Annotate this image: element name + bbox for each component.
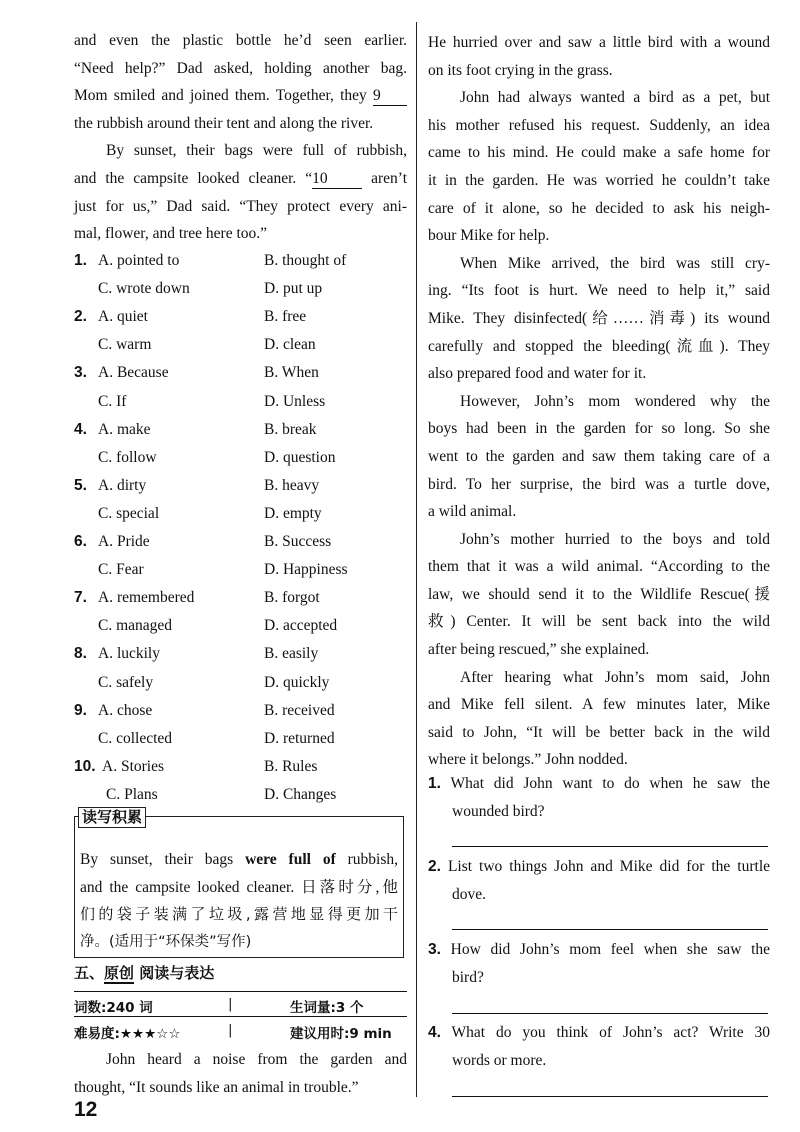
option-num-4: 4. xyxy=(74,420,87,438)
option-2-a[interactable]: A. quiet xyxy=(98,308,148,326)
question-line: 4. What do you think of John’s act? Write 30 xyxy=(428,1024,770,1041)
passage-line: the rubbish around their tent and along the river. xyxy=(74,114,374,132)
meta-separator: | xyxy=(228,996,233,1012)
suggested-time: 建议用时:9 min xyxy=(290,1026,392,1042)
option-8-b[interactable]: B. easily xyxy=(264,645,319,663)
option-num-8: 8. xyxy=(74,645,87,663)
passage-line: after being rescued,” she explained. xyxy=(428,641,650,659)
option-9-a[interactable]: A. chose xyxy=(98,701,153,719)
passage-line: came to his mind. He could make a safe home for xyxy=(428,144,770,162)
accumulation-line: 们的袋子装满了垃圾,露营地显得更加干 xyxy=(80,905,398,924)
option-8-d[interactable]: D. quickly xyxy=(264,673,330,691)
passage-line: thought, “It sounds like an animal in trouble.” xyxy=(74,1078,359,1096)
option-3-b[interactable]: B. When xyxy=(264,364,319,382)
passage-line: also prepared food and water for it. xyxy=(428,365,647,383)
option-5-a[interactable]: A. dirty xyxy=(98,476,147,494)
blank-9[interactable]: 9 xyxy=(373,87,407,106)
passage-line: and even the plastic bottle he’d seen earlier. xyxy=(74,32,407,49)
passage-line: Mom smiled and joined them. Together, they 9 xyxy=(74,82,407,110)
passage-line: on its foot crying in the grass. xyxy=(428,61,613,79)
option-7-c[interactable]: C. managed xyxy=(98,617,173,635)
difficulty-stars: ★★★☆☆ xyxy=(119,1026,181,1042)
right-passage xyxy=(428,29,770,774)
option-2-c[interactable]: C. warm xyxy=(98,336,152,354)
option-5-d[interactable]: D. empty xyxy=(264,504,322,522)
passage-line: bird. To her surprise, the bird was a turtle dove, xyxy=(428,475,770,493)
question-1 xyxy=(428,770,770,825)
option-6-c[interactable]: C. Fear xyxy=(98,561,144,579)
passage-line: and Mike fell silent. A few minutes later, Mike xyxy=(428,696,770,714)
option-num-10: 10. xyxy=(74,757,96,775)
option-8-c[interactable]: C. safely xyxy=(98,673,154,691)
option-num-5: 5. xyxy=(74,476,87,494)
option-10-d[interactable]: D. Changes xyxy=(264,785,337,803)
original-mark: 原创 xyxy=(104,964,135,982)
option-1-a[interactable]: A. pointed to xyxy=(98,252,180,269)
new-words: 生词量:3 个 xyxy=(290,1000,364,1016)
option-5-c[interactable]: C. special xyxy=(98,504,160,522)
accumulation-text xyxy=(80,846,398,956)
option-6-d[interactable]: D. Happiness xyxy=(264,561,348,579)
option-4-a[interactable]: A. make xyxy=(98,420,151,438)
passage-line: boys had been in the garden for so long. So she xyxy=(428,420,770,438)
passage-line: them that it was a wild animal. “According to the xyxy=(428,558,770,576)
meta-rule xyxy=(74,1016,407,1017)
blank-10[interactable]: 10 xyxy=(312,170,362,189)
passage-line: After hearing what John’s mom said, John xyxy=(460,668,770,686)
question-3 xyxy=(428,936,770,991)
option-4-d[interactable]: D. question xyxy=(264,448,336,466)
option-9-b[interactable]: B. received xyxy=(264,701,335,719)
option-6-b[interactable]: B. Success xyxy=(264,533,332,550)
passage-line: John had always wanted a bird as a pet, but xyxy=(460,89,770,107)
left-passage xyxy=(74,27,407,248)
accumulation-line: 净。(适用于“环保类”写作) xyxy=(80,933,252,950)
answer-line-1[interactable] xyxy=(452,846,768,847)
passage-line: it in the garden. He was worried he couldn’t take xyxy=(428,171,770,189)
passage-line: and the campsite looked cleaner. “10 aren’t xyxy=(74,169,407,187)
option-1-b[interactable]: B. thought of xyxy=(264,252,347,269)
question-line: 2. List two things John and Mike did for the turtle xyxy=(428,858,771,875)
word-count: 词数:240 词 xyxy=(74,1000,153,1016)
option-7-d[interactable]: D. accepted xyxy=(264,617,338,635)
option-1-d[interactable]: D. put up xyxy=(264,280,323,298)
option-num-3: 3. xyxy=(74,364,87,382)
option-10-c[interactable]: C. Plans xyxy=(106,785,158,803)
option-7-b[interactable]: B. forgot xyxy=(264,589,320,607)
passage-line: However, John’s mom wondered why the xyxy=(460,392,770,410)
option-3-d[interactable]: D. Unless xyxy=(264,392,326,410)
passage-line: just for us,” Dad said. “They protect every ani- xyxy=(74,197,407,215)
option-10-b[interactable]: B. Rules xyxy=(264,757,318,775)
option-3-a[interactable]: A. Because xyxy=(98,364,169,382)
answer-line-2[interactable] xyxy=(452,929,768,930)
passage-line: his mother refused his request. Suddenly, an idea xyxy=(428,116,770,134)
accumulation-line: and the campsite looked cleaner. 日落时分,他 xyxy=(80,878,398,896)
option-2-b[interactable]: B. free xyxy=(264,308,307,326)
page-number: 12 xyxy=(74,1098,98,1121)
question-line: 3. How did John’s mom feel when she saw the xyxy=(428,941,770,958)
option-10-a[interactable]: A. Stories xyxy=(102,757,164,775)
option-2-d[interactable]: D. clean xyxy=(264,336,316,354)
passage-line: said to John, “It will be better back in the wild xyxy=(428,723,770,741)
option-8-a[interactable]: A. luckily xyxy=(98,645,160,663)
passage-line: John’s mother hurried to the boys and told xyxy=(460,530,770,548)
option-num-2: 2. xyxy=(74,308,87,326)
question-4 xyxy=(428,1019,770,1074)
option-9-c[interactable]: C. collected xyxy=(98,729,173,747)
passage-line: By sunset, their bags were full of rubbish, xyxy=(106,142,407,160)
option-4-c[interactable]: C. follow xyxy=(98,448,157,466)
passage-line: law, we should send it to the Wildlife Rescue(援 xyxy=(428,585,770,603)
answer-line-4[interactable] xyxy=(452,1096,768,1097)
option-4-b[interactable]: B. break xyxy=(264,420,317,438)
option-5-b[interactable]: B. heavy xyxy=(264,476,320,494)
difficulty: 难易度:★★★☆☆ xyxy=(74,1026,181,1042)
option-9-d[interactable]: D. returned xyxy=(264,729,335,747)
passage-line: “Need help?” Dad asked, holding another bag. xyxy=(74,59,407,77)
option-6-a[interactable]: A. Pride xyxy=(98,533,150,550)
option-7-a[interactable]: A. remembered xyxy=(98,589,195,607)
passage-line: carefully and stopped the bleeding(流血). They xyxy=(428,337,770,355)
section-title: 五、原创 阅读与表达 xyxy=(74,964,215,982)
meta-separator: | xyxy=(228,1022,233,1038)
passage-line: He hurried over and saw a little bird with a wound xyxy=(428,34,770,51)
option-num-6: 6. xyxy=(74,533,87,550)
passage-line: bour Mike for help. xyxy=(428,227,550,245)
passage-line: care of it alone, so he decided to ask his neigh- xyxy=(428,199,770,217)
answer-line-3[interactable] xyxy=(452,1013,768,1014)
option-num-7: 7. xyxy=(74,589,87,607)
question-line: 1. What did John want to do when he saw the xyxy=(428,775,770,792)
passage-line: John heard a noise from the garden and xyxy=(106,1051,407,1068)
question-line: words or more. xyxy=(452,1051,547,1069)
option-1-c[interactable]: C. wrote down xyxy=(98,280,190,298)
option-3-c[interactable]: C. If xyxy=(98,392,127,410)
question-2 xyxy=(428,853,770,908)
option-num-1: 1. xyxy=(74,252,87,269)
passage-line: Mike. They disinfected(给……消毒) its wound xyxy=(428,309,770,327)
passage-line: When Mike arrived, the bird was still cry- xyxy=(460,254,770,272)
passage-line: a wild animal. xyxy=(428,503,517,521)
passage-line: mal, flower, and tree here too.” xyxy=(74,225,268,243)
accumulation-tag: 读写积累 xyxy=(78,807,146,828)
accumulation-line: By sunset, their bags were full of rubbish, xyxy=(80,851,398,868)
option-num-9: 9. xyxy=(74,701,87,719)
question-line: bird? xyxy=(452,968,484,986)
question-line: wounded bird? xyxy=(452,802,545,820)
passage-line: where it belongs.” John nodded. xyxy=(428,751,628,769)
passage-line: 救) Center. It will be sent back into the wild xyxy=(428,613,770,631)
passage-line: ing. “Its foot is hurt. We need to help it,” said xyxy=(428,282,770,300)
question-line: dove. xyxy=(452,885,487,903)
section-rule xyxy=(74,991,407,992)
column-divider xyxy=(416,22,417,1097)
left-bottom-passage xyxy=(74,1046,407,1101)
passage-line: went to the garden and saw them taking care of a xyxy=(428,447,770,465)
